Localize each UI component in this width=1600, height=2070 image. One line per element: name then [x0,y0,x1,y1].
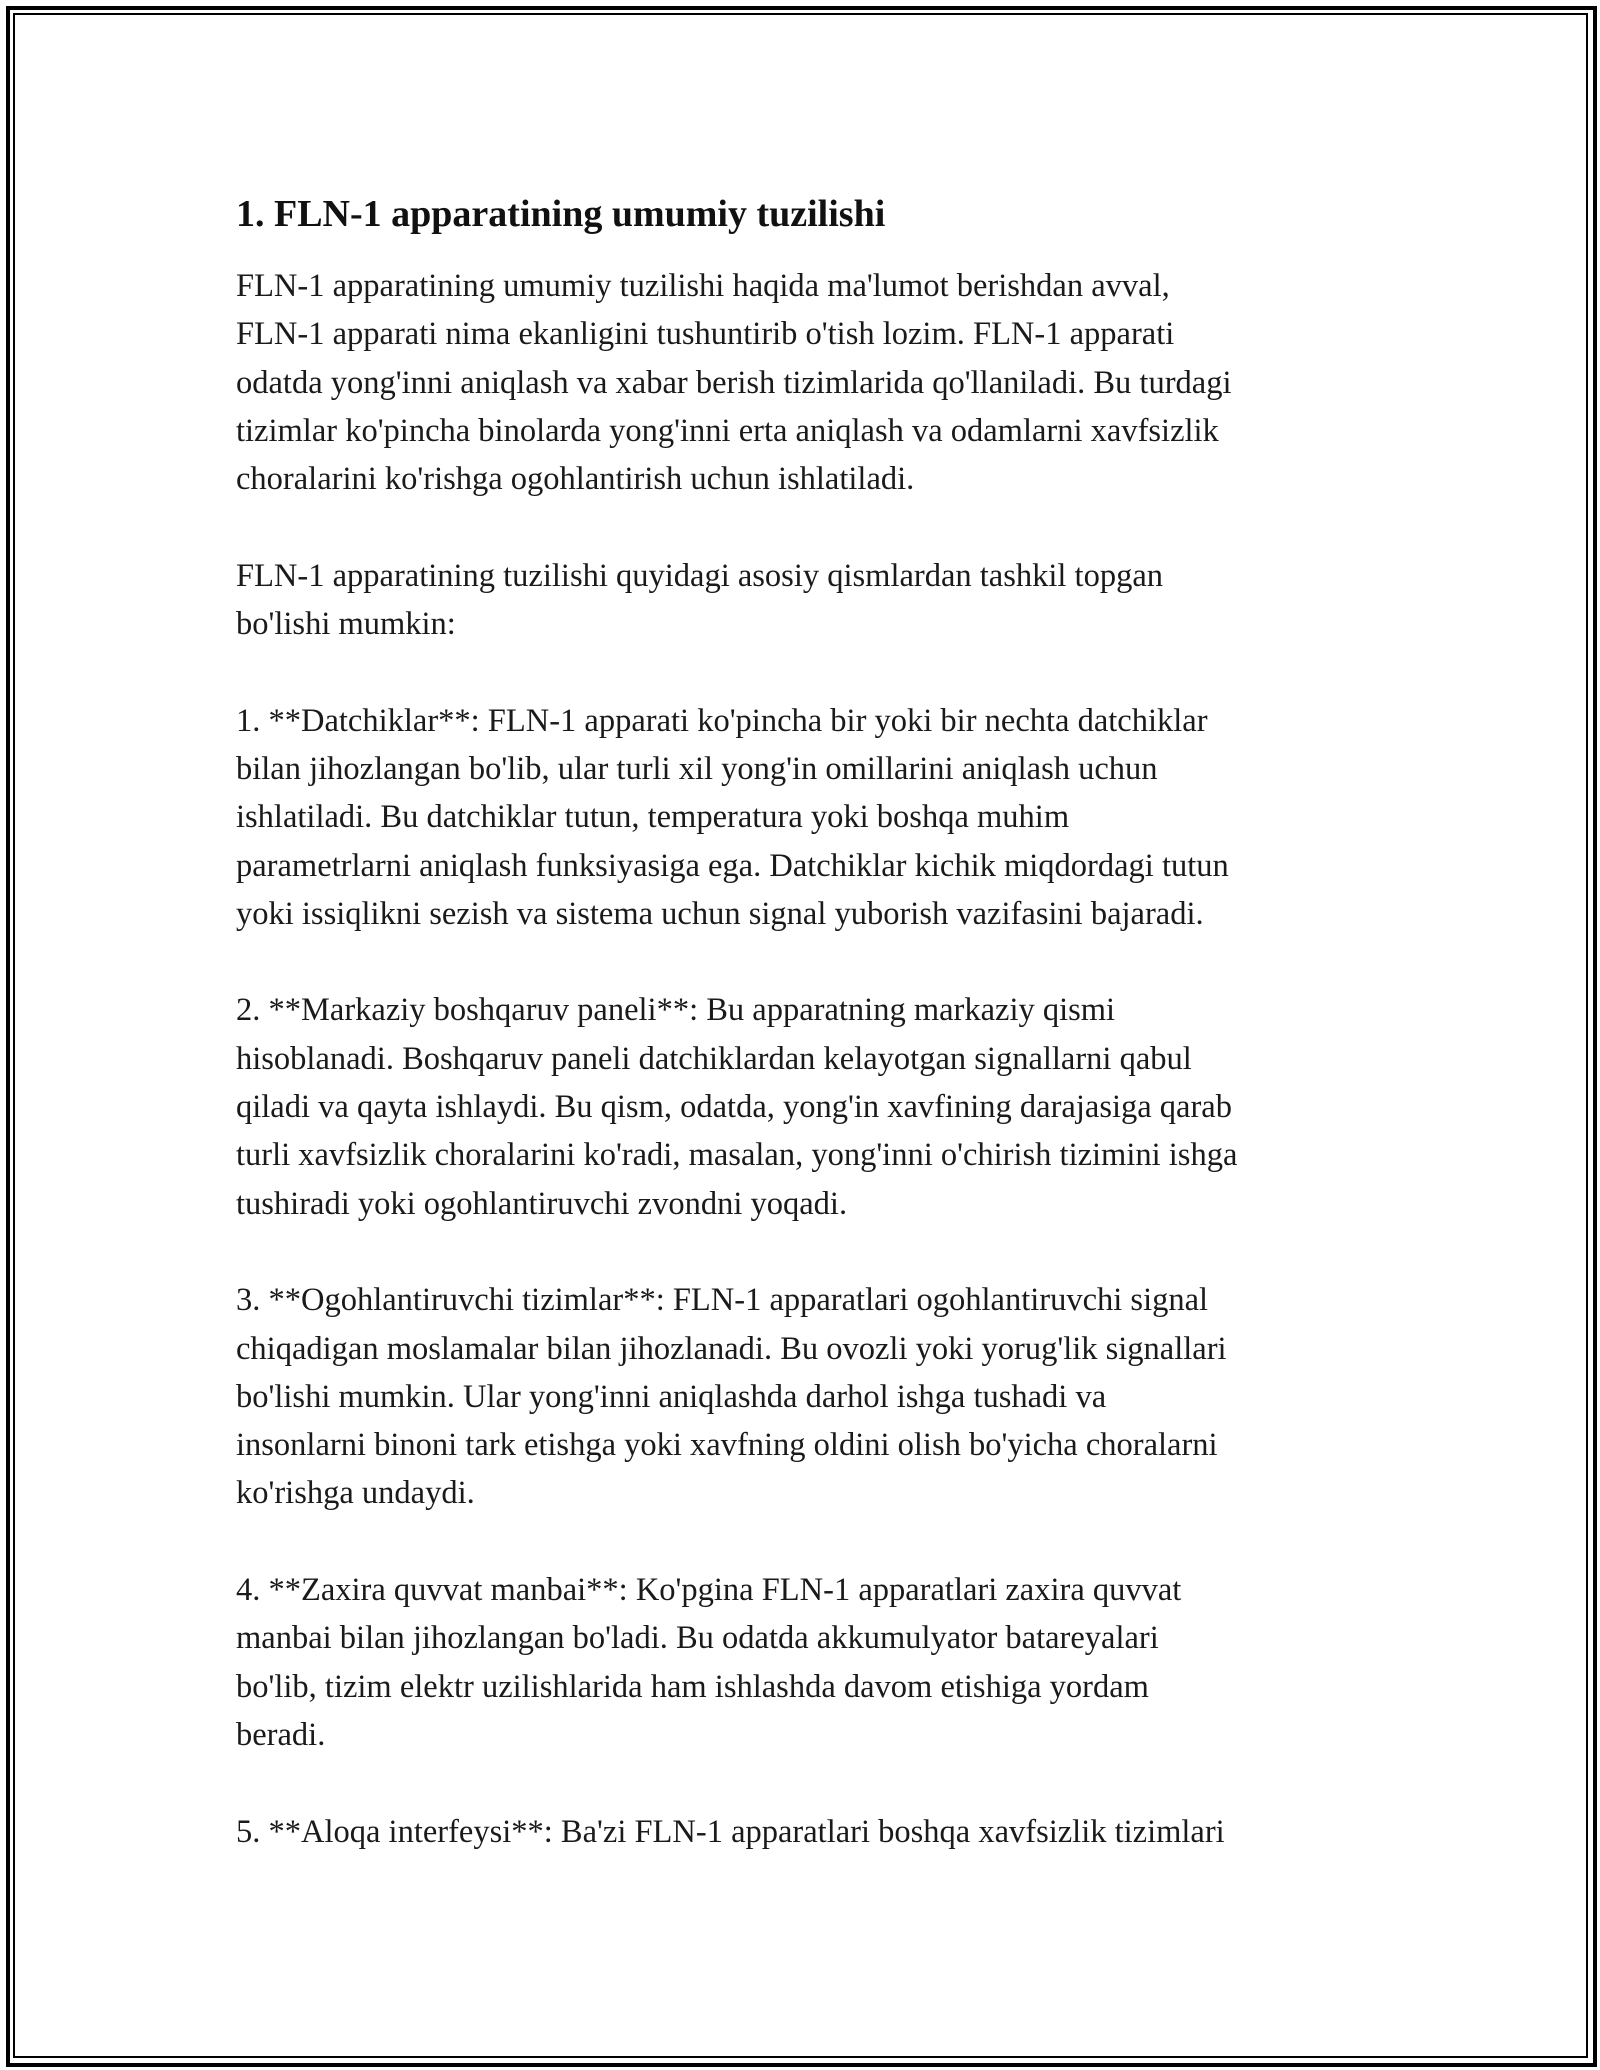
section-heading: 1. FLN-1 apparatining umumiy tuzilishi [236,193,886,235]
paragraph-intro: FLN-1 apparatining umumiy tuzilishi haqida ma'lumot berishdan avval, FLN-1 apparati nima ekanligini tushuntirib o'tish lozim. FLN-1 apparati odatda yong'inni aniqlash va xabar berish tizimlarida qo'llaniladi. Bu turdagi tizimlar ko'pincha binolarda yong'inni erta aniqlash va odamlarni xavfsizlik choralarini ko'rishga ogohlantirish uchun ishlatiladi. [236,268,1232,498]
paragraph-structure-lead: FLN-1 apparatining tuzilishi quyidagi asosiy qismlardan tashkil topgan bo'lishi mumkin: [236,557,1164,643]
list-item-datchiklar: 1. **Datchiklar**: FLN-1 apparati ko'pincha bir yoki bir nechta datchiklar bilan jihozlangan bo'lib, ular turli xil yong'in omillarini aniqlash uchun ishlatiladi. Bu datchiklar tutun, temperatura yoki boshqa muhim parametrlarni aniqlash funksiyasiga ega. Datchiklar kichik miqdordagi tutun yoki issiqlikni sezish va sistema uchun signal yuborish vazifasini bajaradi. [236,702,1229,932]
list-item-alarm-systems: 3. **Ogohlantiruvchi tizimlar**: FLN-1 apparatlari ogohlantiruvchi signal chiqadigan moslamalar bilan jihozlanadi. Bu ovozli yoki yorug'lik signallari bo'lishi mumkin. Ular yong'inni aniqlashda darhol ishga tushadi va insonlarni binoni tark etishga yoki xavfning oldini olish bo'yicha choralarni ko'rishga undaydi. [236,1282,1227,1512]
list-item-communication-interface: 5. **Aloqa interfeysi**: Ba'zi FLN-1 apparatlari boshqa xavfsizlik tizimlari [236,1813,1225,1850]
list-item-control-panel: 2. **Markaziy boshqaruv paneli**: Bu apparatning markaziy qismi hisoblanadi. Boshqaruv paneli datchiklardan kelayotgan signallarni qabul qiladi va qayta ishlaydi. Bu qism, odatda, yong'in xavfining darajasiga qarab turli xavfsizlik choralarini ko'radi, masalan, yong'inni o'chirish tizimini ishga tushiradi yoki ogohlantiruvchi zvondni yoqadi. [236,992,1238,1222]
document-body [236,190,1386,1856]
list-item-backup-power: 4. **Zaxira quvvat manbai**: Ko'pgina FLN-1 apparatlari zaxira quvvat manbai bilan jihozlangan bo'ladi. Bu odatda akkumulyator batareyalari bo'lib, tizim elektr uzilishlarida ham ishlashda davom etishiga yordam beradi. [236,1572,1182,1753]
